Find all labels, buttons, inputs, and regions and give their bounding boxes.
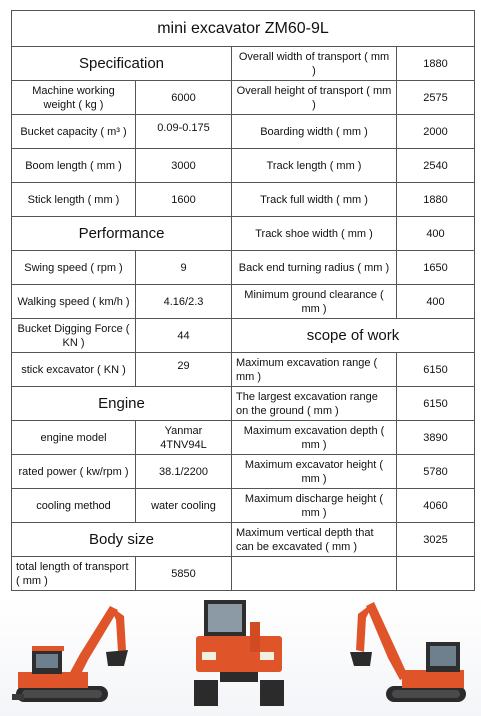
spec-label: Overall width of transport ( mm ) — [232, 47, 397, 81]
section-performance: Performance — [12, 217, 232, 251]
spec-value: 1650 — [397, 251, 475, 285]
machine-photos — [0, 594, 481, 716]
spec-value: 400 — [397, 285, 475, 319]
spec-label: Stick length ( mm ) — [12, 183, 136, 217]
empty-cell — [397, 557, 475, 591]
spec-value: 4.16/2.3 — [136, 285, 232, 319]
spec-value: 4060 — [397, 489, 475, 523]
spec-label: Machine working weight ( kg ) — [12, 81, 136, 115]
spec-value: 3890 — [397, 421, 475, 455]
excavator-side-left-icon — [10, 594, 135, 712]
spec-value: 1880 — [397, 183, 475, 217]
excavator-front-icon — [192, 598, 290, 710]
spec-label: Track shoe width ( mm ) — [232, 217, 397, 251]
spec-value: 6150 — [397, 387, 475, 421]
spec-value: 2000 — [397, 115, 475, 149]
spec-label: Bucket capacity ( m³ ) — [12, 115, 136, 149]
spec-value: 1880 — [397, 47, 475, 81]
spec-value: 3025 — [397, 523, 475, 557]
spec-label: Maximum vertical depth that can be excavated ( mm ) — [232, 523, 397, 557]
spec-label: Minimum ground clearance ( mm ) — [232, 285, 397, 319]
page-title: mini excavator ZM60-9L — [12, 11, 475, 47]
empty-cell — [232, 557, 397, 591]
spec-value: 1600 — [136, 183, 232, 217]
spec-value: 44 — [136, 319, 232, 353]
section-specification: Specification — [12, 47, 232, 81]
section-engine: Engine — [12, 387, 232, 421]
spec-value: 5850 — [136, 557, 232, 591]
spec-label: Maximum excavation range ( mm ) — [232, 353, 397, 387]
spec-label: rated power ( kw/rpm ) — [12, 455, 136, 489]
spec-label: engine model — [12, 421, 136, 455]
spec-table — [11, 10, 475, 591]
spec-value: 400 — [397, 217, 475, 251]
spec-label: Back end turning radius ( mm ) — [232, 251, 397, 285]
spec-value: 6150 — [397, 353, 475, 387]
spec-value: 3000 — [136, 149, 232, 183]
spec-label: Boarding width ( mm ) — [232, 115, 397, 149]
spec-label: The largest excavation range on the ground ( mm ) — [232, 387, 397, 421]
spec-label: Swing speed ( rpm ) — [12, 251, 136, 285]
spec-label: Track length ( mm ) — [232, 149, 397, 183]
spec-label: Maximum excavator height ( mm ) — [232, 455, 397, 489]
spec-value: 2540 — [397, 149, 475, 183]
spec-label: cooling method — [12, 489, 136, 523]
section-body-size: Body size — [12, 523, 232, 557]
spec-value: 5780 — [397, 455, 475, 489]
spec-value: 0.09-0.175 — [136, 115, 232, 149]
spec-label: Maximum discharge height ( mm ) — [232, 489, 397, 523]
spec-value: 6000 — [136, 81, 232, 115]
spec-label: stick excavator ( KN ) — [12, 353, 136, 387]
spec-label: Boom length ( mm ) — [12, 149, 136, 183]
spec-value: 9 — [136, 251, 232, 285]
spec-label: Maximum excavation depth ( mm ) — [232, 421, 397, 455]
spec-value: 38.1/2200 — [136, 455, 232, 489]
spec-value: Yanmar 4TNV94L — [136, 421, 232, 455]
spec-value: 29 — [136, 353, 232, 387]
spec-label: Bucket Digging Force ( KN ) — [12, 319, 136, 353]
section-scope-of-work: scope of work — [232, 319, 475, 353]
spec-label: total length of transport ( mm ) — [12, 557, 136, 591]
excavator-side-right-icon — [346, 594, 471, 712]
spec-label: Walking speed ( km/h ) — [12, 285, 136, 319]
spec-value: water cooling — [136, 489, 232, 523]
spec-label: Overall height of transport ( mm ) — [232, 81, 397, 115]
spec-value: 2575 — [397, 81, 475, 115]
spec-label: Track full width ( mm ) — [232, 183, 397, 217]
